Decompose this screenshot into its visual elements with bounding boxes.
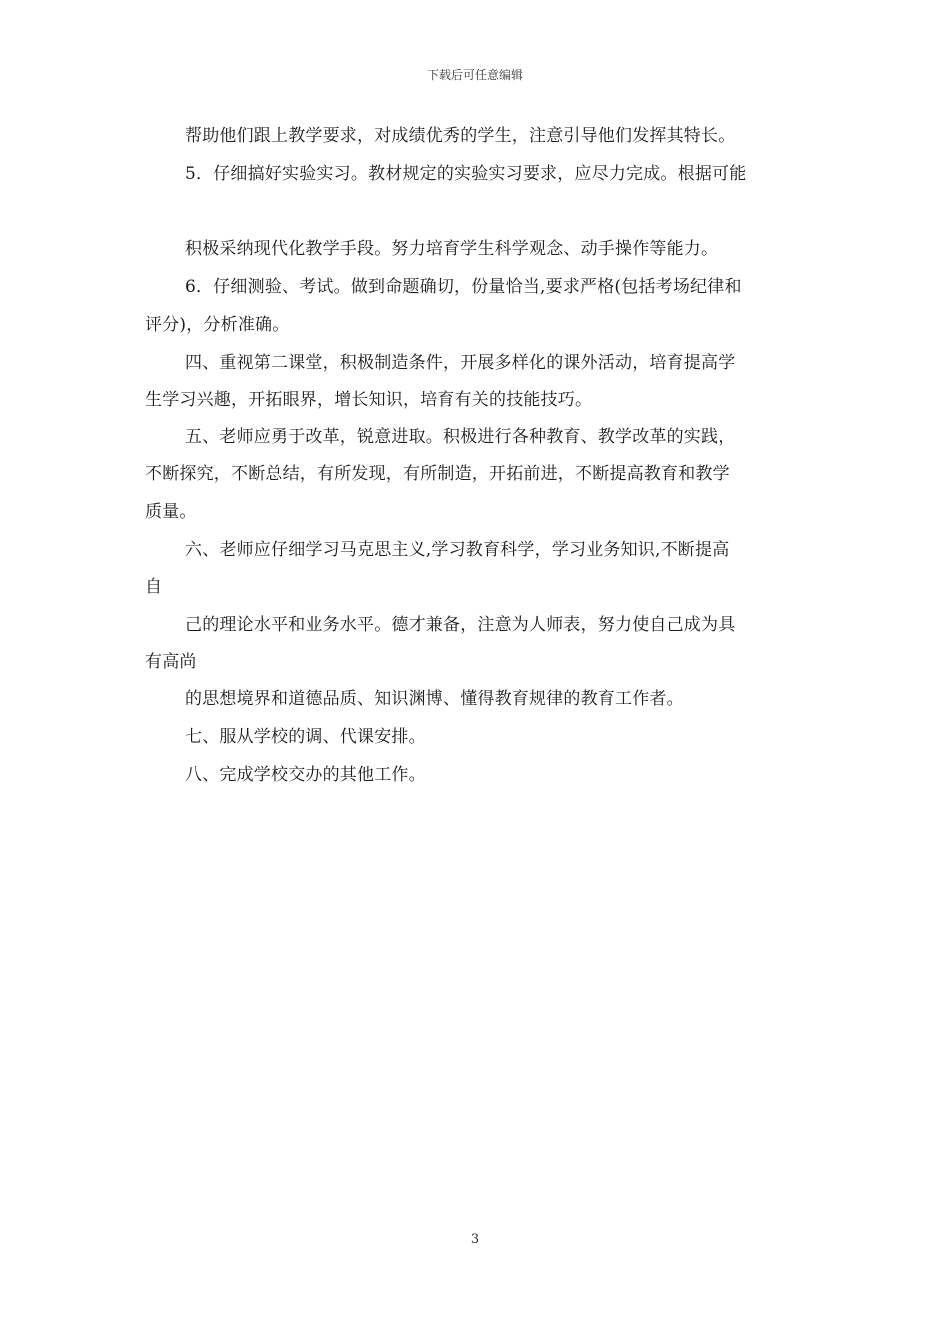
body-line-7: 生学习兴趣，开拓眼界，增长知识，培育有关的技能技巧。 xyxy=(145,390,593,410)
body-line-14: 有高尚 xyxy=(145,652,197,672)
body-line-1: 帮助他们跟上教学要求，对成绩优秀的学生，注意引导他们发挥其特长。 xyxy=(185,126,736,146)
body-line-6: 四、重视第二课堂，积极制造条件，开展多样化的课外活动，培育提高学 xyxy=(185,353,736,373)
body-line-15: 的思想境界和道德品质、知识渊博、懂得教育规律的教育工作者。 xyxy=(185,689,684,709)
page-header: 下载后可任意编辑 xyxy=(426,68,523,82)
body-line-11: 六、老师应仔细学习马克思主义,学习教育科学，学习业务知识,不断提高 xyxy=(185,540,730,560)
body-line-9: 不断探究，不断总结，有所发现，有所制造，开拓前进，不断提高教育和教学 xyxy=(145,464,730,484)
body-line-5: 评分)，分析准确。 xyxy=(145,315,290,335)
body-line-17: 八、完成学校交办的其他工作。 xyxy=(185,765,426,785)
body-line-10: 质量。 xyxy=(145,502,197,522)
body-line-8: 五、老师应勇于改革，锐意进取。积极进行各种教育、教学改革的实践， xyxy=(185,427,736,447)
body-line-16: 七、服从学校的调、代课安排。 xyxy=(185,727,426,747)
body-line-4: 6．仔细测验、考试。做到命题确切，份量恰当,要求严格(包括考场纪律和 xyxy=(185,277,742,297)
body-line-2: 5．仔细搞好实验实习。教材规定的实验实习要求，应尽力完成。根据可能 xyxy=(185,164,747,184)
body-line-3: 积极采纳现代化教学手段。努力培育学生科学观念、动手操作等能力。 xyxy=(185,239,719,259)
body-line-13: 己的理论水平和业务水平。德才兼备，注意为人师表，努力使自己成为具 xyxy=(185,615,736,635)
body-line-12: 自 xyxy=(145,577,163,597)
page-number: 3 xyxy=(470,1232,480,1247)
